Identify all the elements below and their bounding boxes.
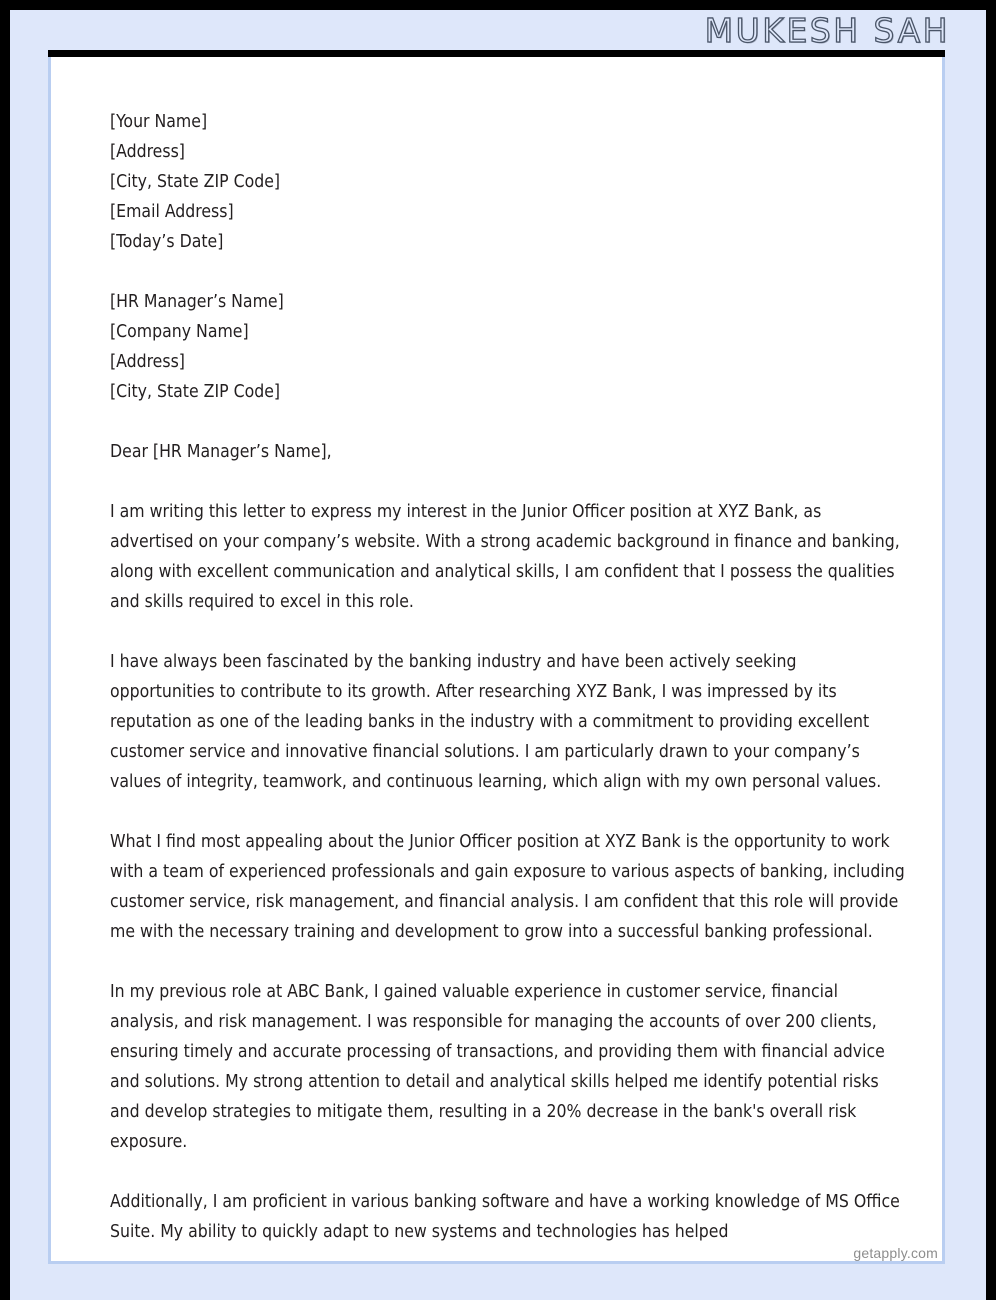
salutation: Dear [HR Manager’s Name], xyxy=(110,442,332,462)
sender-address-line: [Email Address] xyxy=(110,202,234,222)
sender-address-line: [Today’s Date] xyxy=(110,232,224,252)
letter-paragraph: I have always been fascinated by the banking industry and have been actively seeking opportunities to contribute to its growth. After researching XYZ Bank, I was impressed by its reputation as one of the leading banks in the industry with a commitment to providing excellent customer service and innovative financial solutions. I am particularly drawn to your company’s values of integrity, teamwork, and continuous learning, which align with my own personal values. xyxy=(110,652,882,792)
recipient-address-line: [Address] xyxy=(110,352,185,372)
sender-address-block xyxy=(110,107,905,257)
recipient-address-line: [Company Name] xyxy=(110,322,249,342)
letter-paragraph: In my previous role at ABC Bank, I gained valuable experience in customer service, financial analysis, and risk management. I was responsible for managing the accounts of over 200 clients, ensuring timely and accurate processing of transactions, and providing them with financial advice and solutions. My strong attention to detail and analytical skills helped me identify potential risks and develop strategies to mitigate them, resulting in a 20% decrease in the bank's overall risk exposure. xyxy=(110,982,885,1152)
sender-address-line: [Address] xyxy=(110,142,185,162)
letterhead-header xyxy=(10,10,986,50)
paper-background xyxy=(10,10,986,1300)
letter-paragraph: What I find most appealing about the Junior Officer position at XYZ Bank is the opportunity to work with a team of experienced professionals and gain exposure to various aspects of banking, including customer service, risk management, and financial analysis. I am confident that this role will provide me with the necessary training and development to grow into a successful banking professional. xyxy=(110,832,905,942)
recipient-address-line: [HR Manager’s Name] xyxy=(110,292,284,312)
sender-address-line: [City, State ZIP Code] xyxy=(110,172,281,192)
header-divider-rule xyxy=(48,50,945,57)
recipient-address-block xyxy=(110,287,905,407)
page-title: MUKESH SAH xyxy=(704,10,950,50)
letter-paragraph: I am writing this letter to express my interest in the Junior Officer position at XYZ Bank, as advertised on your company’s website. With a strong academic background in finance and banking, along with excellent communication and analytical skills, I am confident that I possess the qualities and skills required to excel in this role. xyxy=(110,502,900,612)
recipient-address-line: [City, State ZIP Code] xyxy=(110,382,281,402)
letter-card xyxy=(48,57,945,1264)
sender-address-line: [Your Name] xyxy=(110,112,208,132)
site-watermark: getapply.com xyxy=(853,1245,938,1261)
letter-paragraph: Additionally, I am proficient in various banking software and have a working knowledge of MS Office Suite. My ability to quickly adapt to new systems and technologies has helped xyxy=(110,1192,900,1242)
letter-body xyxy=(110,107,905,1247)
